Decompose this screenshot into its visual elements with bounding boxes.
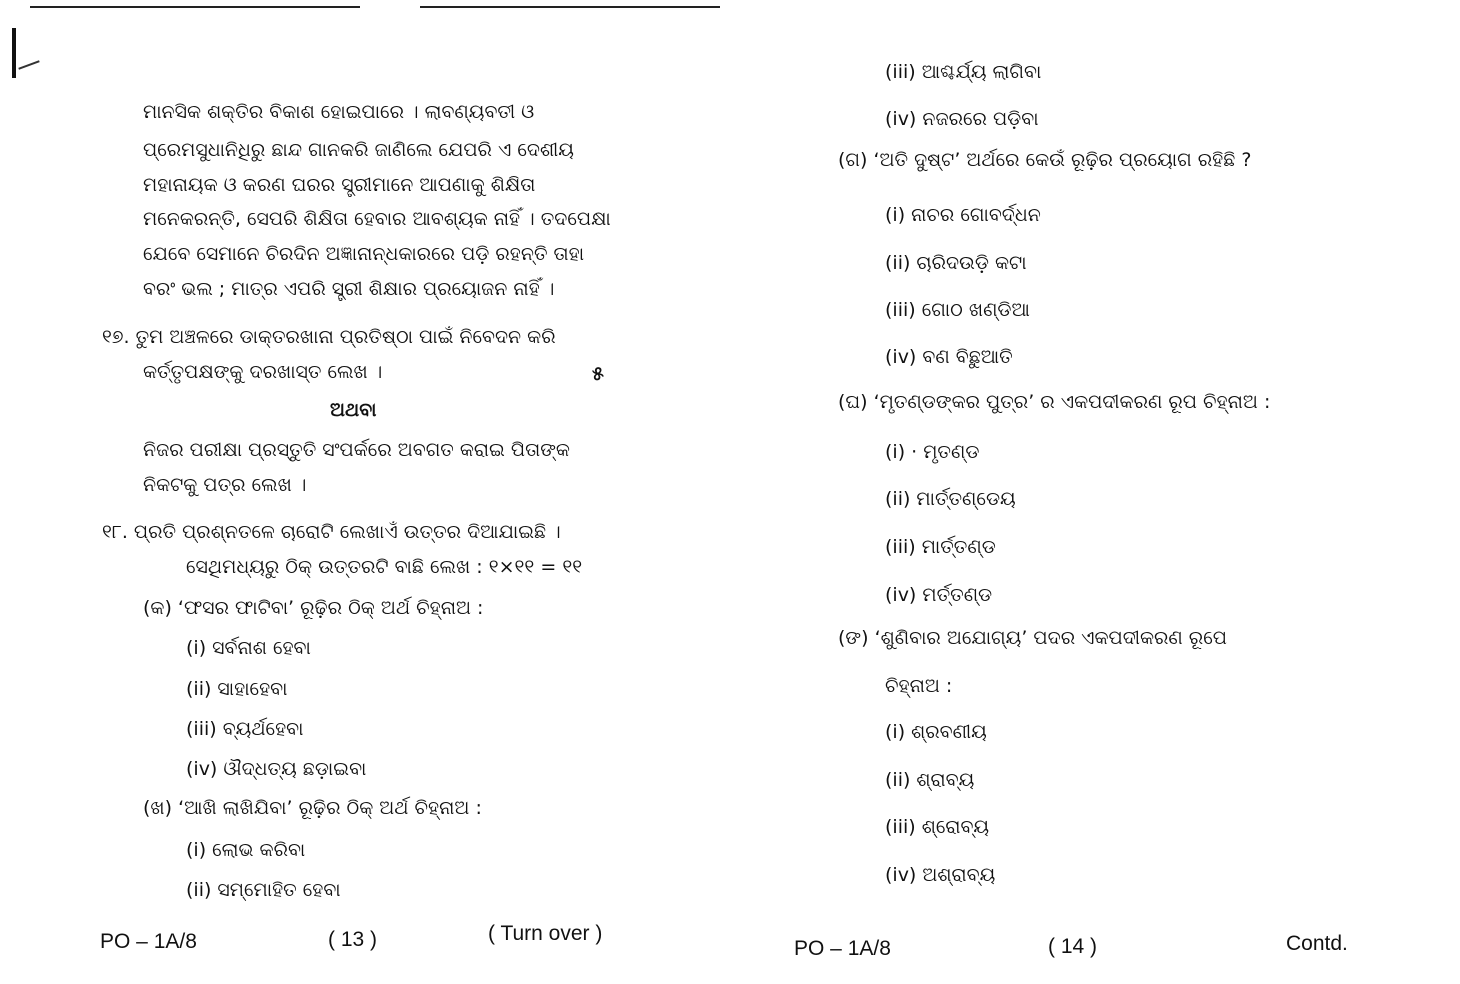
question-18: ୧୮. ପ୍ରତି ପ୍ରଶ୍ନତଳେ ଚାରୋଟି ଲେଖାଏଁ ଉତ୍ତର ଦିଆଯାଇଛି । [102, 521, 561, 543]
option: (iv) ଅଶ୍ରାବ୍ୟ [885, 864, 996, 886]
footer-note: Contd. [1286, 932, 1348, 955]
option: (ii) ସମ୍ମୋହିତ ହେବା [186, 879, 341, 901]
or-label: ଅଥବା [330, 399, 377, 421]
option: (iv) ବଣ ବିଛୁଆତି [885, 346, 1013, 368]
question-kha: (ଖ) ‘ଆଖି ଲାଖିଯିବା’ ରୂଢ଼ିର ଠିକ୍ ଅର୍ଥ ଚିହ୍ନାଅ : [143, 797, 482, 819]
question-18-instruction: ସେଥିମଧ୍ୟରୁ ଠିକ୍ ଉତ୍ତରଟି ବାଛି ଲେଖ : ୧×୧୧ = ୧୧ [186, 556, 583, 578]
footer-code: PO – 1A/8 [794, 937, 891, 960]
binding-mark [12, 28, 16, 78]
passage-line: ଯେବେ ସେମାନେ ଚିରଦିନ ଅଜ୍ଞାନାନ୍ଧକାରରେ ପଡ଼ି ରହନ୍ତି ତାହା [143, 243, 585, 265]
option: (i) ନାଚର ଗୋବର୍ଦ୍ଧନ [885, 204, 1041, 226]
passage-line: ମନେକରନ୍ତି, ସେପରି ଶିକ୍ଷିତା ହେବାର ଆବଶ୍ୟକ ନାହିଁ । ତଦପେକ୍ଷା [143, 208, 611, 230]
option: (iv) ଔଦ୍ଧତ୍ୟ ଛଡ଼ାଇବା [186, 758, 367, 780]
right-page [730, 0, 1460, 984]
alt-question: ନିଜର ପରୀକ୍ଷା ପ୍ରସ୍ତୁତି ସଂପର୍କରେ ଅବଗତ କରାଇ ପିତାଙ୍କ [143, 439, 570, 461]
question-ka: (କ) ‘ଫସର ଫାଟିବା’ ରୂଢ଼ିର ଠିକ୍ ଅର୍ଥ ଚିହ୍ନାଅ : [143, 597, 484, 619]
option: (ii) ଶ୍ରାବ୍ୟ [885, 769, 975, 791]
passage-line: ମହାନାୟକ ଓ କରଣ ଘରର ସ୍ତ୍ରୀମାନେ ଆପଣାକୁ ଶିକ୍ଷିତା [143, 174, 536, 196]
option: (i) ଶ୍ରବଣୀୟ [885, 721, 987, 743]
option: (iv) ନଜରରେ ପଡ଼ିବା [885, 108, 1039, 130]
option: (iii) ମାର୍ତ୍ତଣ୍ଡ [885, 536, 996, 558]
option: (iv) ମର୍ତ୍ତଣ୍ଡ [885, 584, 993, 606]
option: (iii) ବ୍ୟର୍ଥହେବା [186, 718, 304, 740]
question-gha: (ଘ) ‘ମୃତଣ୍ଡଙ୍କର ପୁତ୍ର’ ର ଏକପଦୀକରଣ ରୂପ ଚିହ୍ନାଅ : [838, 391, 1271, 413]
question-17: ୧୭. ତୁମ ଅଞ୍ଚଳରେ ଡାକ୍ତରଖାନା ପ୍ରତିଷ୍ଠା ପାଇଁ ନିବେଦନ କରି [102, 326, 556, 348]
option: (i) · ମୃତଣ୍ଡ [885, 441, 980, 463]
option: (iii) ଆଶ୍ଚର୍ଯ୍ୟ ଲାଗିବା [885, 61, 1042, 83]
passage-line: ବରଂ ଭଲ ; ମାତ୍ର ଏପରି ସ୍ତ୍ରୀ ଶିକ୍ଷାର ପ୍ରୟୋଜନ ନାହିଁ । [143, 278, 555, 300]
pen-mark [18, 60, 39, 69]
footer-page-number: ( 13 ) [328, 928, 378, 951]
option: (ii) ମାର୍ତ୍ତଣ୍ଡେୟ [885, 488, 1016, 510]
question-ga: (ଗ) ‘ଅତି ଦୁଷ୍ଟ’ ଅର୍ଥରେ କେଉଁ ରୂଢ଼ିର ପ୍ରୟୋଗ ରହିଛି ? [838, 149, 1252, 171]
question-nga: (ଙ) ‘ଶୁଣିବାର ଅଯୋଗ୍ୟ’ ପଦର ଏକପଦୀକରଣ ରୂପେ [838, 627, 1227, 649]
alt-question-cont: ନିକଟକୁ ପତ୍ର ଲେଖ । [143, 474, 307, 496]
question-nga-cont: ଚିହ୍ନାଅ : [885, 675, 953, 697]
top-rule [420, 6, 720, 8]
passage-line: ମାନସିକ ଶକ୍ତିର ବିକାଶ ହୋଇପାରେ । ଲାବଣ୍ୟବତୀ ଓ [143, 101, 535, 123]
option: (ii) ଚାରିଦଉଡ଼ି କଟା [885, 252, 1027, 274]
footer-code: PO – 1A/8 [100, 930, 197, 953]
option: (iii) ଗୋଠ ଖଣ୍ଡିଆ [885, 299, 1030, 321]
footer-note: ( Turn over ) [488, 922, 603, 945]
top-rule [30, 6, 360, 8]
marks: ୫ [592, 363, 604, 385]
question-17-cont: କର୍ତ୍ତୃପକ୍ଷଙ୍କୁ ଦରଖାସ୍ତ ଲେଖ । [143, 361, 383, 383]
option: (i) ଲୋଭ କରିବା [186, 839, 306, 861]
option: (i) ସର୍ବନାଶ ହେବା [186, 637, 311, 659]
footer-page-number: ( 14 ) [1048, 935, 1098, 958]
option: (ii) ସାହାହେବା [186, 678, 288, 700]
option: (iii) ଶ୍ରୋବ୍ୟ [885, 816, 990, 838]
passage-line: ପ୍ରେମସୁଧାନିଧିରୁ ଛାନ୍ଦ ଗାନକରି ଜାଣିଲେ ଯେପରି ଏ ଦେଶୀୟ [143, 139, 574, 161]
